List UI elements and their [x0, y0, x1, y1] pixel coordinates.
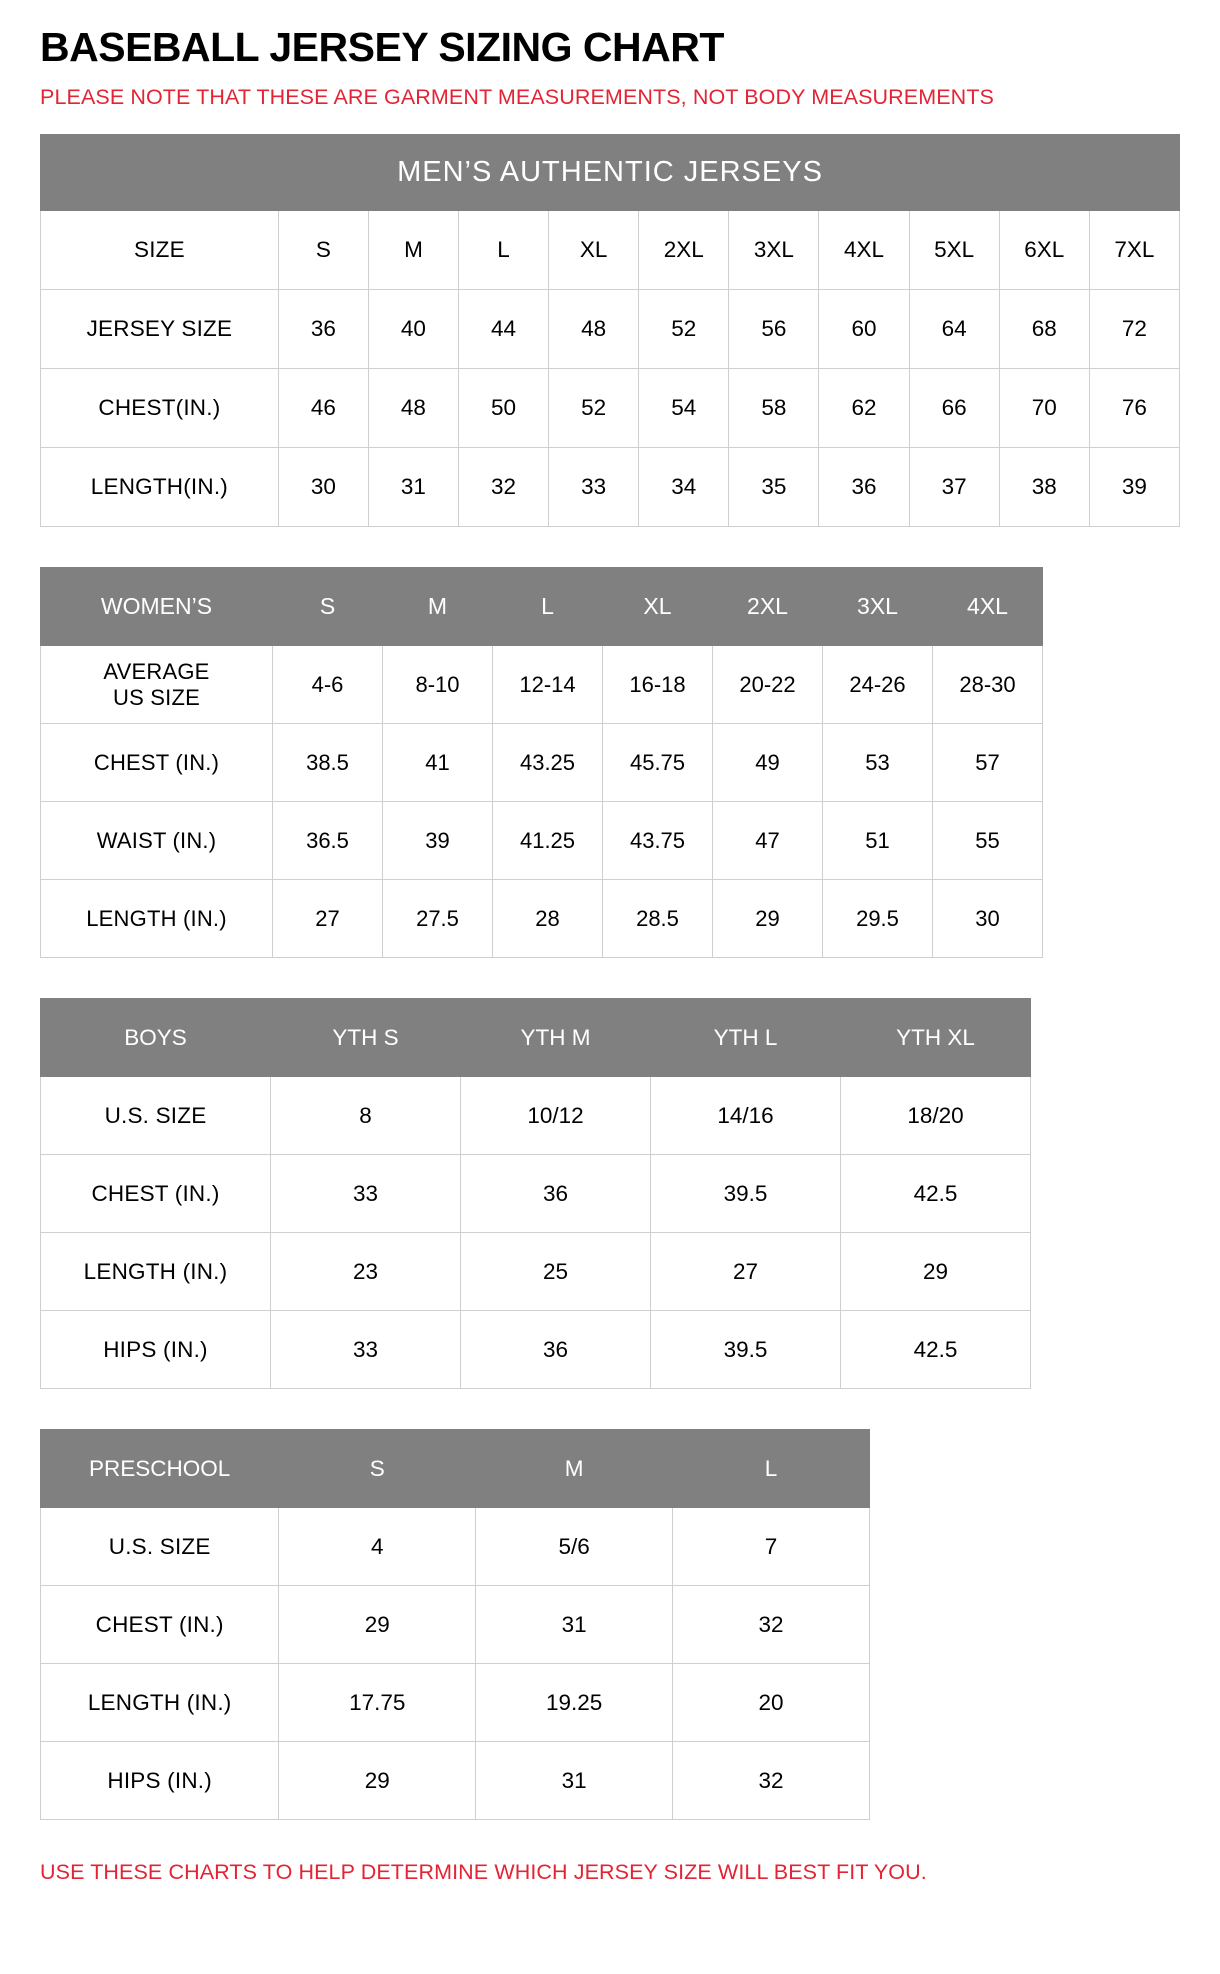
cell: 38.5 [273, 724, 383, 802]
cell: 36 [278, 290, 368, 369]
table-row [41, 1508, 870, 1586]
preschool-sizing-table [40, 1429, 870, 1820]
cell: 5/6 [476, 1508, 673, 1586]
cell: 29 [841, 1233, 1031, 1311]
column-header: YTH M [461, 999, 651, 1077]
cell: 41.25 [493, 802, 603, 880]
cell: 39.5 [651, 1155, 841, 1233]
page-title: BASEBALL JERSEY SIZING CHART [40, 24, 724, 70]
column-header: S [279, 1430, 476, 1508]
womens-header-row [41, 568, 1043, 646]
cell: 68 [999, 290, 1089, 369]
cell: 36 [819, 448, 909, 527]
row-label: U.S. SIZE [41, 1508, 279, 1586]
row-label: CHEST (IN.) [41, 724, 273, 802]
cell: 40 [368, 290, 458, 369]
cell: 2XL [639, 211, 729, 290]
cell: 7XL [1089, 211, 1179, 290]
cell: 42.5 [841, 1311, 1031, 1389]
cell: 29.5 [823, 880, 933, 958]
table-row [41, 1233, 1031, 1311]
cell: 62 [819, 369, 909, 448]
cell: 36 [461, 1311, 651, 1389]
cell: 17.75 [279, 1664, 476, 1742]
cell: 28 [493, 880, 603, 958]
cell: 60 [819, 290, 909, 369]
row-label: CHEST (IN.) [41, 1155, 271, 1233]
cell: 29 [279, 1742, 476, 1820]
cell: 28-30 [933, 646, 1043, 724]
footer-note: USE THESE CHARTS TO HELP DETERMINE WHICH JERSEY SIZE WILL BEST FIT YOU. [40, 1860, 927, 1885]
cell: 33 [271, 1155, 461, 1233]
cell: 48 [549, 290, 639, 369]
cell: 32 [673, 1586, 870, 1664]
cell: 42.5 [841, 1155, 1031, 1233]
cell: 51 [823, 802, 933, 880]
cell: 28.5 [603, 880, 713, 958]
cell: 31 [368, 448, 458, 527]
cell: 39 [383, 802, 493, 880]
cell: 29 [279, 1586, 476, 1664]
row-label-line1: AVERAGE [103, 659, 210, 685]
row-label: LENGTH (IN.) [41, 880, 273, 958]
cell: 64 [909, 290, 999, 369]
boys-header-label: BOYS [41, 999, 271, 1077]
row-label: LENGTH(IN.) [41, 448, 279, 527]
cell: M [368, 211, 458, 290]
row-label: HIPS (IN.) [41, 1311, 271, 1389]
cell: 58 [729, 369, 819, 448]
column-header: YTH S [271, 999, 461, 1077]
row-label: LENGTH (IN.) [41, 1664, 279, 1742]
row-label: HIPS (IN.) [41, 1742, 279, 1820]
cell: 34 [639, 448, 729, 527]
table-row [41, 724, 1043, 802]
cell: 31 [476, 1586, 673, 1664]
cell: 25 [461, 1233, 651, 1311]
column-header: S [273, 568, 383, 646]
womens-header-label: WOMEN’S [41, 568, 273, 646]
cell: 37 [909, 448, 999, 527]
cell: 48 [368, 369, 458, 448]
cell: 36.5 [273, 802, 383, 880]
cell: 55 [933, 802, 1043, 880]
cell: 49 [713, 724, 823, 802]
cell: S [278, 211, 368, 290]
cell: 29 [713, 880, 823, 958]
cell: 54 [639, 369, 729, 448]
cell: 27 [273, 880, 383, 958]
table-row [41, 1742, 870, 1820]
cell: 70 [999, 369, 1089, 448]
table-row [41, 369, 1180, 448]
table-row [41, 646, 1043, 724]
column-header: YTH L [651, 999, 841, 1077]
cell: 10/12 [461, 1077, 651, 1155]
cell: 46 [278, 369, 368, 448]
row-label: CHEST(IN.) [41, 369, 279, 448]
cell: 72 [1089, 290, 1179, 369]
mens-sizing-table [40, 134, 1180, 527]
mens-banner-row [41, 135, 1180, 211]
cell: XL [549, 211, 639, 290]
cell: 38 [999, 448, 1089, 527]
cell: 76 [1089, 369, 1179, 448]
cell: 44 [459, 290, 549, 369]
cell: 27 [651, 1233, 841, 1311]
row-label: CHEST (IN.) [41, 1586, 279, 1664]
table-row [41, 1077, 1031, 1155]
cell: 3XL [729, 211, 819, 290]
measurement-note: PLEASE NOTE THAT THESE ARE GARMENT MEASUREMENTS, NOT BODY MEASUREMENTS [40, 85, 994, 110]
cell: 27.5 [383, 880, 493, 958]
cell: 39 [1089, 448, 1179, 527]
table-row [41, 1586, 870, 1664]
table-row [41, 802, 1043, 880]
cell: 8 [271, 1077, 461, 1155]
preschool-header-row [41, 1430, 870, 1508]
cell: L [459, 211, 549, 290]
cell: 41 [383, 724, 493, 802]
column-header: L [673, 1430, 870, 1508]
cell: 14/16 [651, 1077, 841, 1155]
cell: 16-18 [603, 646, 713, 724]
cell: 47 [713, 802, 823, 880]
cell: 7 [673, 1508, 870, 1586]
cell: 4XL [819, 211, 909, 290]
row-label: JERSEY SIZE [41, 290, 279, 369]
cell: 43.75 [603, 802, 713, 880]
cell: 39.5 [651, 1311, 841, 1389]
cell: 36 [461, 1155, 651, 1233]
column-header: 2XL [713, 568, 823, 646]
cell: 23 [271, 1233, 461, 1311]
cell: 4 [279, 1508, 476, 1586]
cell: 31 [476, 1742, 673, 1820]
cell: 52 [549, 369, 639, 448]
table-row [41, 448, 1180, 527]
cell: 19.25 [476, 1664, 673, 1742]
cell: 57 [933, 724, 1043, 802]
cell: 33 [271, 1311, 461, 1389]
cell: 18/20 [841, 1077, 1031, 1155]
cell: 52 [639, 290, 729, 369]
mens-banner: MEN’S AUTHENTIC JERSEYS [41, 135, 1180, 211]
cell: 30 [278, 448, 368, 527]
cell: 53 [823, 724, 933, 802]
row-label-line2: US SIZE [113, 684, 200, 710]
cell: 20-22 [713, 646, 823, 724]
column-header: 4XL [933, 568, 1043, 646]
column-header: 3XL [823, 568, 933, 646]
row-label: WAIST (IN.) [41, 802, 273, 880]
column-header: M [383, 568, 493, 646]
cell: 20 [673, 1664, 870, 1742]
column-header: L [493, 568, 603, 646]
column-header: YTH XL [841, 999, 1031, 1077]
row-label: U.S. SIZE [41, 1077, 271, 1155]
column-header: M [476, 1430, 673, 1508]
cell: 50 [459, 369, 549, 448]
row-label: SIZE [41, 211, 279, 290]
row-label: LENGTH (IN.) [41, 1233, 271, 1311]
cell: 32 [673, 1742, 870, 1820]
table-row [41, 1664, 870, 1742]
cell: 24-26 [823, 646, 933, 724]
table-row [41, 211, 1180, 290]
cell: 33 [549, 448, 639, 527]
cell: 30 [933, 880, 1043, 958]
womens-sizing-table [40, 567, 1043, 958]
cell: 8-10 [383, 646, 493, 724]
table-row [41, 1155, 1031, 1233]
boys-header-row [41, 999, 1031, 1077]
cell: 56 [729, 290, 819, 369]
cell: 35 [729, 448, 819, 527]
cell: 6XL [999, 211, 1089, 290]
cell: 12-14 [493, 646, 603, 724]
row-label [41, 646, 273, 724]
cell: 45.75 [603, 724, 713, 802]
cell: 66 [909, 369, 999, 448]
cell: 32 [459, 448, 549, 527]
cell: 43.25 [493, 724, 603, 802]
column-header: XL [603, 568, 713, 646]
table-row [41, 290, 1180, 369]
boys-sizing-table [40, 998, 1031, 1389]
cell: 5XL [909, 211, 999, 290]
table-row [41, 880, 1043, 958]
cell: 4-6 [273, 646, 383, 724]
table-row [41, 1311, 1031, 1389]
preschool-header-label: PRESCHOOL [41, 1430, 279, 1508]
